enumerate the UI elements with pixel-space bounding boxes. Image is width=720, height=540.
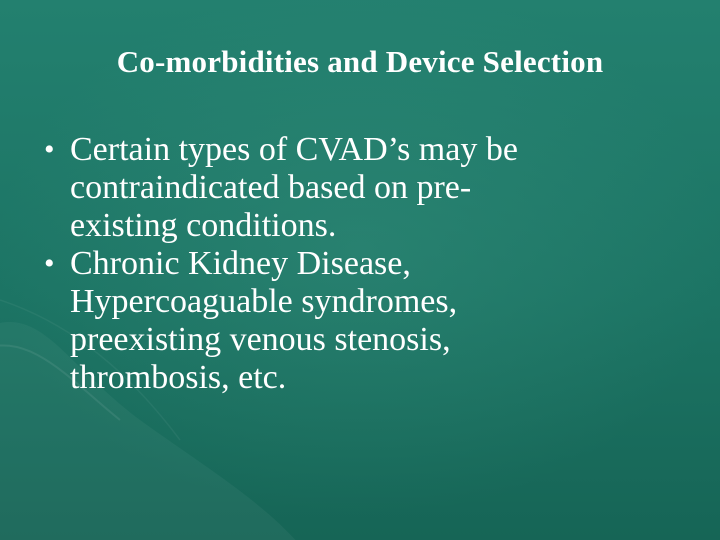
bullet-line: Certain types of CVAD’s may be xyxy=(70,131,518,168)
bullet-line: Chronic Kidney Disease, xyxy=(70,245,411,282)
bullet-line: contraindicated based on pre- xyxy=(70,169,472,206)
bullet-line: Hypercoaguable syndromes, xyxy=(70,283,458,320)
bullet-item xyxy=(44,131,684,245)
bullet-line: thrombosis, etc. xyxy=(70,359,287,396)
bullet-marker: • xyxy=(44,133,55,166)
bullet-list xyxy=(44,131,684,397)
bullet-line: existing conditions. xyxy=(70,207,337,244)
bullet-marker: • xyxy=(44,247,55,280)
bullet-item xyxy=(44,245,684,397)
slide-title: Co-morbidities and Device Selection xyxy=(116,44,604,79)
bullet-line: preexisting venous stenosis, xyxy=(70,321,451,358)
